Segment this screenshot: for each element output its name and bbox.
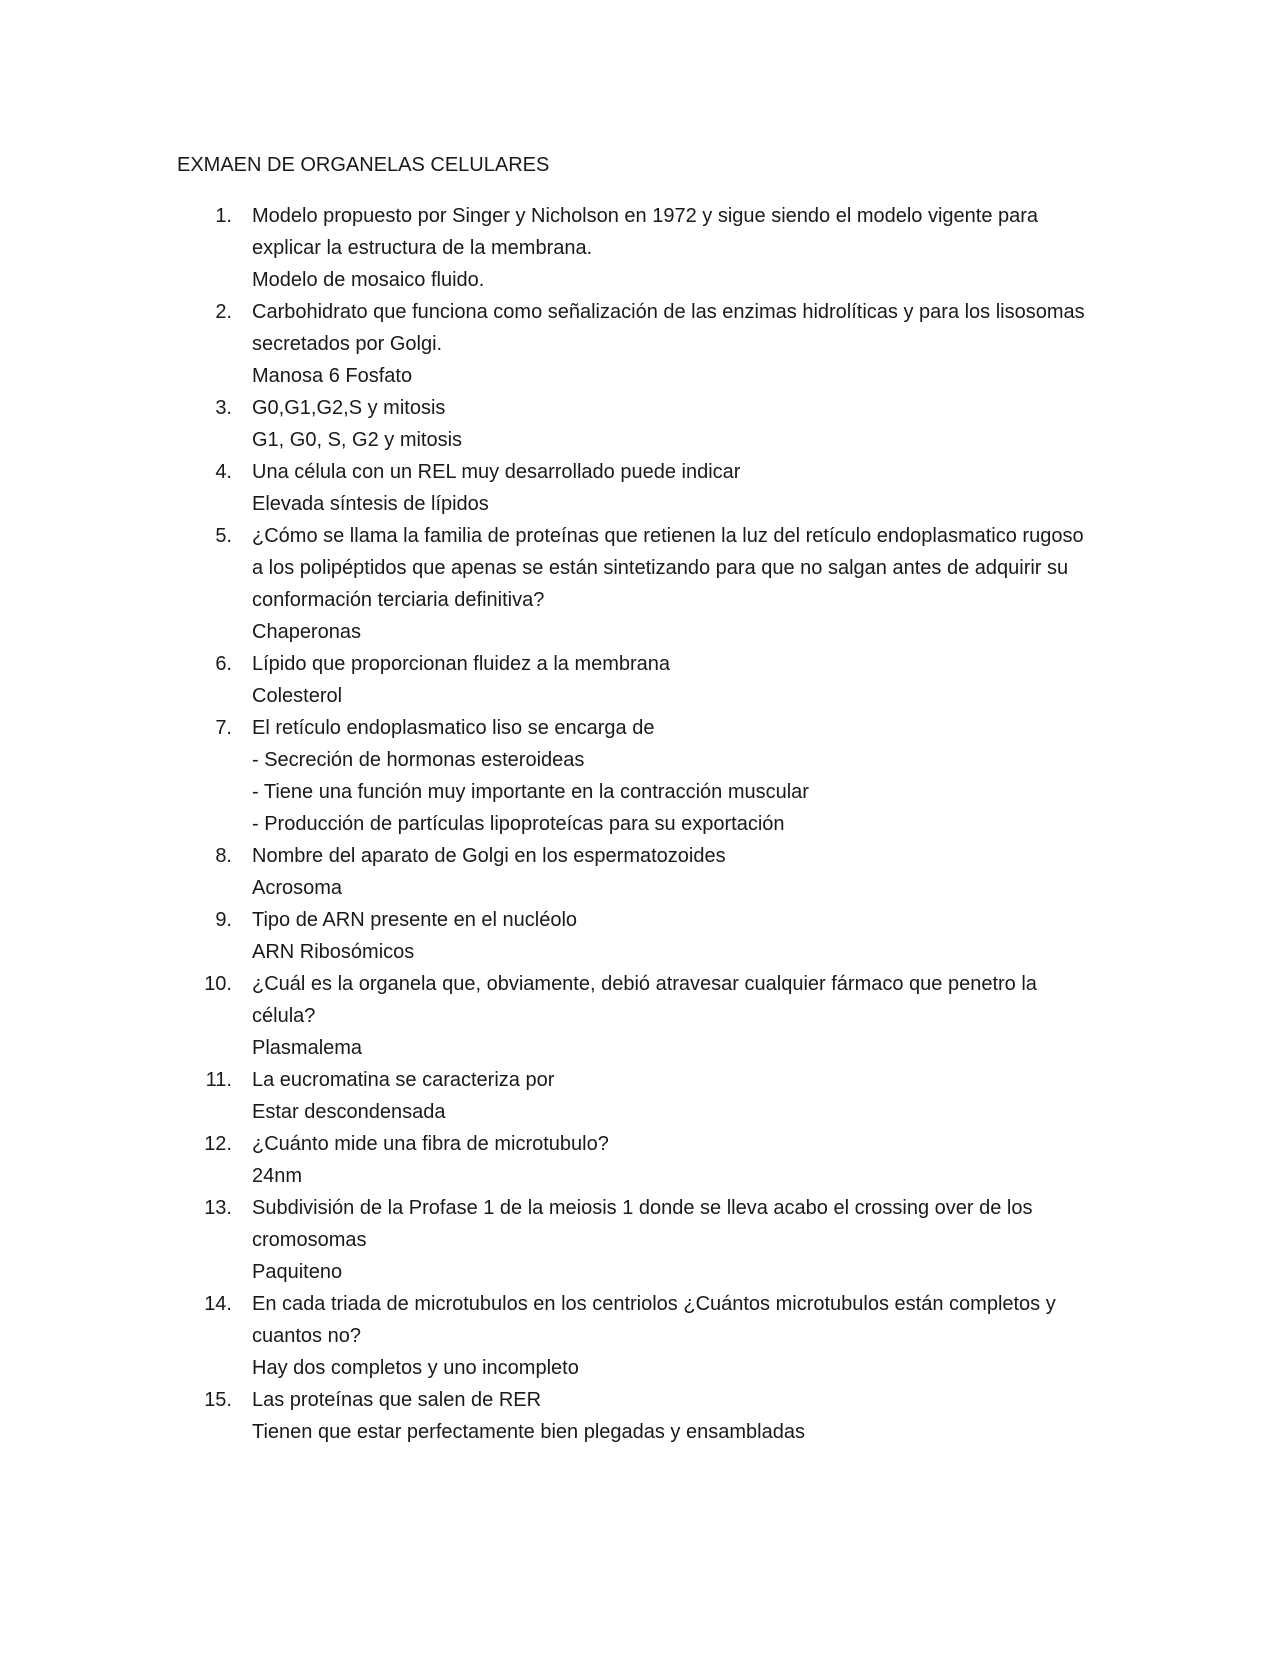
question-item <box>200 1064 1100 1128</box>
question-number: 15. <box>204 1389 232 1411</box>
question-text: ¿Cuánto mide una fibra de microtubulo? <box>252 1133 609 1155</box>
question-text: Tipo de ARN presente en el nucléolo <box>252 909 578 931</box>
question-text: Modelo propuesto por Singer y Nicholson en 1972 y sigue siendo el modelo vigente para explicar la estructura de la membrana. <box>252 205 1039 259</box>
answer-line: Tienen que estar perfectamente bien plegadas y ensambladas <box>252 1421 805 1443</box>
answer-line: Acrosoma <box>252 877 343 899</box>
question-text: Nombre del aparato de Golgi en los espermatozoides <box>252 845 726 867</box>
question-text: Subdivisión de la Profase 1 de la meiosis 1 donde se lleva acabo el crossing over de los cromosomas <box>252 1197 1033 1251</box>
question-item <box>200 840 1100 904</box>
question-number: 9. <box>215 909 232 931</box>
question-item <box>200 392 1100 456</box>
question-item <box>200 1192 1100 1288</box>
question-number: 8. <box>215 845 232 867</box>
question-item <box>200 1128 1100 1192</box>
question-number: 6. <box>215 653 232 675</box>
question-list <box>200 200 1100 1448</box>
answer-line: - Secreción de hormonas esteroideas <box>252 749 585 771</box>
answer-line: Estar descondensada <box>252 1101 446 1123</box>
question-text: Lípido que proporcionan fluidez a la membrana <box>252 653 671 675</box>
question-text: ¿Cómo se llama la familia de proteínas que retienen la luz del retículo endoplasmatico rugoso a los polipéptidos que apenas se están sintetizando para que no salgan antes de adquirir su conformación terciaria definitiva? <box>252 525 1084 611</box>
question-item <box>200 712 1100 840</box>
question-number: 10. <box>204 973 232 995</box>
answer-line: Plasmalema <box>252 1037 363 1059</box>
question-number: 14. <box>204 1293 232 1315</box>
question-item <box>200 648 1100 712</box>
question-text: Una célula con un REL muy desarrollado puede indicar <box>252 461 741 483</box>
question-text: En cada triada de microtubulos en los centriolos ¿Cuántos microtubulos están completos y cuantos no? <box>252 1293 1056 1347</box>
question-item <box>200 1288 1100 1384</box>
document-title: EXMAEN DE ORGANELAS CELULARES <box>177 154 550 176</box>
answer-line: Paquiteno <box>252 1261 343 1283</box>
question-item <box>200 1384 1100 1448</box>
answer-line: - Producción de partículas lipoproteícas para su exportación <box>252 813 785 835</box>
answer-line: ARN Ribosómicos <box>252 941 415 963</box>
question-number: 13. <box>204 1197 232 1219</box>
question-item <box>200 904 1100 968</box>
question-text: G0,G1,G2,S y mitosis <box>252 397 446 419</box>
question-item <box>200 200 1100 296</box>
answer-line: Manosa 6 Fosfato <box>252 365 413 387</box>
question-number: 11. <box>205 1069 232 1091</box>
answer-line: G1, G0, S, G2 y mitosis <box>252 429 463 451</box>
question-number: 4. <box>215 461 232 483</box>
question-item <box>200 456 1100 520</box>
question-text: Carbohidrato que funciona como señalización de las enzimas hidrolíticas y para los lisosomas secretados por Golgi. <box>252 301 1085 355</box>
question-number: 5. <box>215 525 232 547</box>
answer-line: Modelo de mosaico fluido. <box>252 269 485 291</box>
answer-line: Elevada síntesis de lípidos <box>252 493 489 515</box>
question-number: 12. <box>204 1133 232 1155</box>
question-text: La eucromatina se caracteriza por <box>252 1069 555 1091</box>
question-text: El retículo endoplasmatico liso se encarga de <box>252 717 655 739</box>
question-number: 1. <box>215 205 232 227</box>
question-item <box>200 968 1100 1064</box>
question-number: 7. <box>215 717 232 739</box>
answer-line: Colesterol <box>252 685 343 707</box>
answer-line: 24nm <box>252 1165 303 1187</box>
answer-line: Hay dos completos y uno incompleto <box>252 1357 579 1379</box>
question-item <box>200 520 1100 648</box>
question-text: Las proteínas que salen de RER <box>252 1389 542 1411</box>
question-text: ¿Cuál es la organela que, obviamente, debió atravesar cualquier fármaco que penetro la célula? <box>252 973 1037 1027</box>
question-number: 2. <box>215 301 232 323</box>
answer-line: - Tiene una función muy importante en la contracción muscular <box>252 781 809 803</box>
question-item <box>200 296 1100 392</box>
question-number: 3. <box>215 397 232 419</box>
answer-line: Chaperonas <box>252 621 361 643</box>
